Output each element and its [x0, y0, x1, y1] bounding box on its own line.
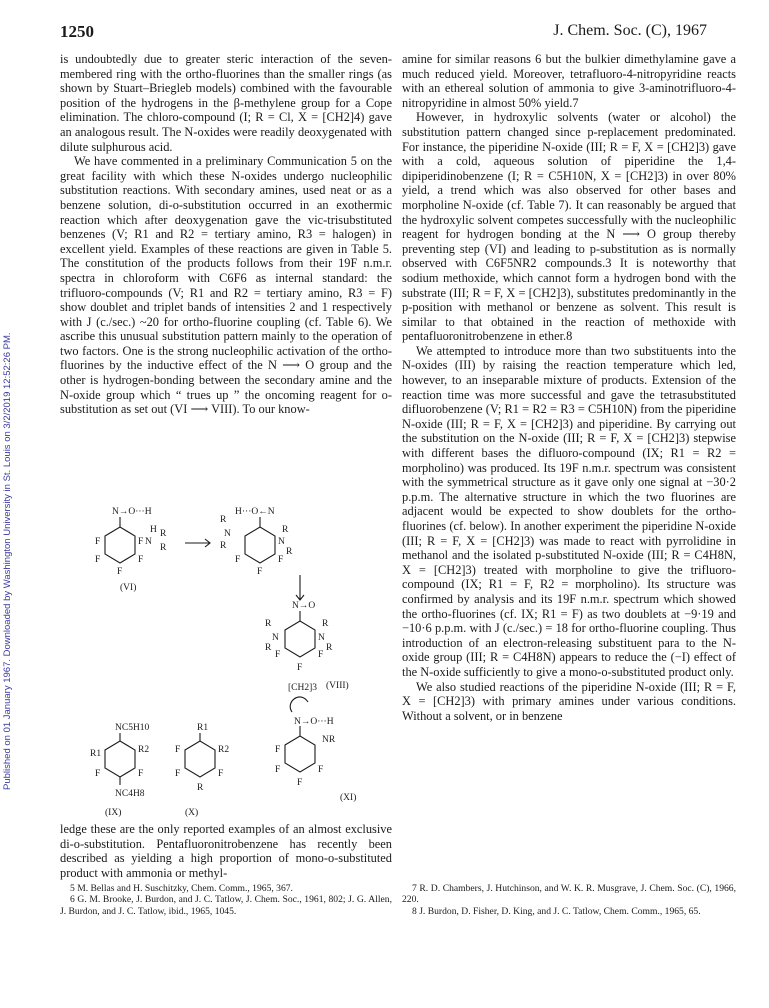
label-r: R: [197, 783, 204, 793]
label-f: F: [275, 765, 281, 775]
label-f: F: [138, 555, 144, 565]
label-f: F: [318, 765, 324, 775]
paragraph: However, in hydroxylic solvents (water or alcohol) the substitution pattern changed since p-replacement predominated. For instance, the piperidine N-oxide (III; R = F, X = [CH2]3) gave with a cold, aqueous solution of piperidine the 1,4-dipiperidinobenzene (I; R = C5H10N, X = [CH2]3) in over 80% yield, a trend which was also observed for other bases and morpholine N-oxide (cf. Table 7). It can reasonably be argued that the hydroxylic solvent competes successfully with the nucleophilic reagent for hydrogen bonding at the N ⟶ O group thereby preventing step (VI) and leading to p-substitution as is normally observed with C6F5NR2 compounds.3 It is noteworthy that sodium methoxide, which cannot form a hydrogen bond with the substrate (III; R = F, X = [CH2]3), substitutes predominantly in the p-position with methanol or benzene as solvent. This result is similar to that obtained in the reaction of methoxide with pentafluoronitrobenzene in ether.8: [402, 110, 736, 344]
paragraph: We also studied reactions of the piperidine N-oxide (III; R = F, X = [CH2]3) with primary amines under various conditions. Without a solvent, or in benzene: [402, 679, 736, 723]
label-h-bond: H···O←N: [235, 507, 275, 517]
benzene-ring: [105, 527, 135, 563]
footnote: 7 R. D. Chambers, J. Hutchinson, and W. K. R. Musgrave, J. Chem. Soc. (C), 1966, 220.: [402, 883, 736, 906]
footnotes-right: [402, 883, 736, 917]
compound-label-vi: (VI): [120, 583, 137, 593]
label-r2: R2: [218, 745, 230, 755]
benzene-ring: [285, 621, 315, 657]
label-f: F: [275, 650, 281, 660]
label-r1: R1: [197, 723, 209, 733]
label-n: N: [145, 537, 152, 547]
label-n: N: [224, 529, 231, 539]
label-f: F: [257, 567, 263, 577]
download-watermark: [2, 150, 14, 790]
left-column-continued: [60, 822, 392, 880]
label-r: R: [160, 529, 167, 539]
label-f: F: [318, 650, 324, 660]
label-r: R: [326, 643, 333, 653]
benzene-ring: [245, 527, 275, 563]
label-r2: R2: [138, 745, 150, 755]
label-f: F: [138, 537, 144, 547]
benzene-ring: [285, 736, 315, 772]
label-f: F: [138, 769, 144, 779]
footnote: 5 M. Bellas and H. Suschitzky, Chem. Comm., 1965, 367.: [70, 883, 293, 894]
label-n: N: [272, 633, 279, 643]
page-number: 1250: [60, 22, 94, 41]
label-r: R: [220, 515, 227, 525]
label-nr: NR: [322, 735, 336, 745]
label-r: R: [160, 543, 167, 553]
label-ch2-3: [CH2]3: [288, 683, 318, 693]
label-f: F: [235, 555, 241, 565]
reaction-scheme-figure: [60, 480, 392, 820]
label-nc5h10: NC5H10: [115, 723, 150, 733]
label-r: R: [286, 547, 293, 557]
right-column: [402, 52, 736, 723]
left-column: [60, 52, 392, 417]
paragraph: ledge these are the only reported examples of an almost exclusive di-o-substitution. Pentafluoronitrobenzene has recently been described as yielding a high proportion of mono-o-substituted product with ammonia or methyl-: [60, 822, 392, 880]
label-h: H: [150, 525, 157, 535]
footnote: 8 J. Burdon, D. Fisher, D. King, and J. C. Tatlow, Chem. Comm., 1965, 65.: [412, 905, 701, 917]
footnote: 6 G. M. Brooke, J. Burdon, and J. C. Tatlow, J. Chem. Soc., 1961, 802; J. G. Allen, J. Burdon, and J. C. Tatlow, ibid., 1965, 1045.: [60, 894, 392, 917]
label-n: N: [318, 633, 325, 643]
label-r: R: [265, 619, 272, 629]
benzene-ring: [185, 741, 215, 777]
label-f: F: [218, 769, 224, 779]
compound-label-x: (X): [185, 808, 199, 818]
compound-label-viii: (VIII): [326, 681, 349, 691]
label-f: F: [175, 745, 181, 755]
label-f: F: [117, 567, 123, 577]
compound-label-xi: (XI): [340, 793, 357, 803]
label-r: R: [282, 525, 289, 535]
label-n: N: [278, 537, 285, 547]
watermark-text: Published on 01 January 1967. Downloaded by Washington University in St. Louis on 3/2/2019 12:52:26 PM.: [2, 332, 13, 790]
reaction-scheme-svg: [60, 480, 392, 820]
paragraph: We have commented in a preliminary Communication 5 on the great facility with which these N-oxides undergo nucleophilic substitution reactions. With secondary amines, used neat or as a benzene solution, di-o-substitution occurred in an exothermic reaction which after deoxygenation gave the vic-trisubstituted benzenes (V; R1 and R2 = tertiary amino, R3 = halogen) in excellent yield. Examples of these reactions are given in Table 5. The constitution of the products follows from their 19F n.m.r. spectra in chloroform with C6F6 as internal standard: the trifluoro-compounds (V; R1 and R2 = tertiary amino, R3 = F) show doublet and triplet bands of intensities 2 and 1 respectively with J (c./sec.) ~20 for ortho-fluorine coupling (cf. Table 6). We ascribe this unusual substitution pattern mainly to the operation of two factors. One is the strong nucleophilic activation of the ortho-fluorines by the inductive effect of the N ⟶ O group and the other is hydrogen-bonding between the secondary amine and the N-oxide group which “ trues up ” the oncoming reagent for o-substitution as set out (VI ⟶ VIII). To our know-: [60, 154, 392, 417]
paragraph: We attempted to introduce more than two substituents into the N-oxides (III) by raising the reaction temperature which led, however, to an inseparable mixture of products. Extension of the reaction time was more successful and gave the tetrasubstituted difluorobenzene (V; R1 = R2 = R3 = C5H10N) from the piperidine N-oxide (III; R = F, X = [CH2]3) and piperidine. By carrying out the substitution on the N-oxide (III; R = F, X = [CH2]3) stepwise with different bases the difluoro-compound (IX; R1 = R2 = morpholino) was produced. Its 19F n.m.r. spectrum was consistent with the symmetrical structure as it gave only one signal at −30·2 p.p.m. The alternative structure in which the two fluorines are adjacent would be expected to show doublets for the ortho-fluorines (cf. below). In another experiment the piperidine N-oxide (III; R = F, X = [CH2]3) was made to react with pyrrolidine in methanol and the isolated p-substituted N-oxide (III; R = C4H8N, X = [CH2]3) treated with morpholine to give the trifluoro-compound (IX; R1 = F, R2 = morpholino). Its structure was confirmed by analysis and its 19F n.m.r. spectrum which showed the ortho-fluorines (cf. IX; R1 = F) as two doublets at −9·19 and −10·6 p.p.m. with J (c./sec.) = 18 for ortho-fluorine coupling. Thus introduction of an electron-releasing substituent para to the N-oxide group (III; R = C4H8N) appears to reduce the (−I) effect of the N-oxide sufficiently to give a mono-o-substituted product only.: [402, 343, 736, 679]
label-n-oxide: N→O···H: [294, 717, 334, 727]
paragraph: amine for similar reasons 6 but the bulkier dimethylamine gave a much reduced yield. Moreover, tetrafluoro-4-nitropyridine reacts with an ethereal solution of ammonia to give 3-aminotrifluoro-4-nitropyridine in almost 50% yield.7: [402, 52, 736, 110]
label-f: F: [278, 555, 284, 565]
label-f: F: [95, 555, 101, 565]
label-f: F: [95, 537, 101, 547]
label-n-oxide: N→O: [292, 601, 316, 611]
label-f: F: [175, 769, 181, 779]
label-n-oxide: N→O···H: [112, 507, 152, 517]
label-f: F: [297, 663, 303, 673]
label-r: R: [265, 643, 272, 653]
label-f: F: [95, 769, 101, 779]
label-r1: R1: [90, 749, 102, 759]
label-f: F: [297, 778, 303, 788]
journal-header: J. Chem. Soc. (C), 1967: [553, 22, 707, 39]
label-nc4h8: NC4H8: [115, 789, 145, 799]
paragraph: is undoubtedly due to greater steric interaction of the seven-membered ring with the ortho-fluorines than the smaller rings (as shown by Stuart–Briegleb models) combined with the favourable position of the hydrogens in the β-methylene group for a Cope elimination. The chloro-compound (I; R = Cl, X = [CH2]4) gave an analogous result. The N-oxides were readily deoxygenated with dilute sulphurous acid.: [60, 52, 392, 154]
label-r: R: [322, 619, 329, 629]
benzene-ring: [105, 741, 135, 777]
compound-label-ix: (IX): [105, 808, 122, 818]
label-f: F: [275, 745, 281, 755]
label-r: R: [220, 541, 227, 551]
footnotes-left: [60, 883, 392, 917]
